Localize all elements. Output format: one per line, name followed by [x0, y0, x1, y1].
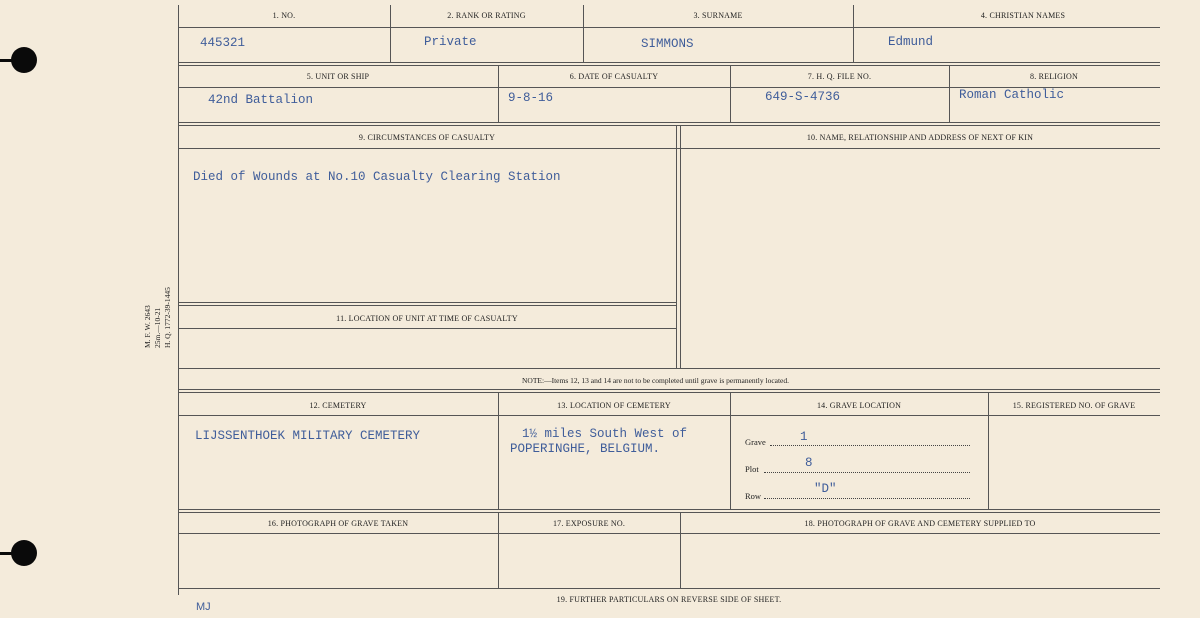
- grave-dotted-line: [770, 445, 970, 446]
- photo-supplied-label: 18. PHOTOGRAPH OF GRAVE AND CEMETERY SUPPLIED TO: [804, 519, 1036, 528]
- rank-value: Private: [424, 35, 477, 49]
- surname-value: SIMMONS: [641, 37, 694, 51]
- plot-field-label: Plot: [745, 464, 759, 474]
- plot-dotted-line: [764, 472, 970, 473]
- christian-names-value: Edmund: [888, 35, 934, 49]
- circumstances-label: 9. CIRCUMSTANCES OF CASUALTY: [358, 133, 496, 142]
- row-divider: [178, 389, 1160, 393]
- row-divider: [178, 588, 1160, 589]
- row-dotted-line: [764, 498, 970, 499]
- divider: [178, 328, 676, 329]
- christian-names-label: 4. CHRISTIAN NAMES: [980, 11, 1066, 20]
- cemetery-location-line-1: 1½ miles South West of: [522, 427, 688, 441]
- unit-value: 42nd Battalion: [208, 93, 314, 107]
- religion-label: 8. RELIGION: [1030, 72, 1078, 81]
- divider: [676, 126, 677, 368]
- row-divider: [178, 62, 1160, 66]
- divider: [680, 126, 681, 368]
- divider: [178, 27, 1160, 28]
- next-of-kin-label: 10. NAME, RELATIONSHIP AND ADDRESS OF NEXT OF KIN: [806, 133, 1034, 142]
- left-border: [178, 5, 179, 595]
- exposure-label: 17. EXPOSURE NO.: [552, 519, 626, 528]
- divider: [498, 393, 499, 509]
- circumstances-value: Died of Wounds at No.10 Casualty Clearing Station: [193, 170, 561, 184]
- form-code-line-3: H. Q. 1772-39-1445: [163, 287, 172, 348]
- cemetery-label: 12. CEMETERY: [309, 401, 367, 410]
- divider: [178, 415, 1160, 416]
- cemetery-location-line-2: POPERINGHE, BELGIUM.: [510, 442, 661, 456]
- date-value: 9-8-16: [508, 91, 554, 105]
- row-divider: [178, 122, 1160, 126]
- further-particulars-label: 19. FURTHER PARTICULARS ON REVERSE SIDE OF SHEET.: [556, 595, 782, 604]
- form-code-line-2: 25m.—10-21: [153, 307, 162, 348]
- rank-label: 2. RANK OR RATING: [447, 11, 526, 20]
- cemetery-location-label: 13. LOCATION OF CEMETERY: [557, 401, 671, 410]
- registered-no-label: 15. REGISTERED NO. OF GRAVE: [1012, 401, 1136, 410]
- service-number: 445321: [200, 36, 246, 50]
- divider: [178, 533, 1160, 534]
- divider: [988, 393, 989, 509]
- file-label: 7. H. Q. FILE NO.: [807, 72, 872, 81]
- row-field-value: "D": [814, 482, 837, 496]
- plot-field-value: 8: [805, 456, 813, 470]
- clerk-initials: MJ: [196, 601, 211, 613]
- no-label: 1. NO.: [272, 11, 296, 20]
- grave-field-label: Grave: [745, 437, 766, 447]
- photo-taken-label: 16. PHOTOGRAPH OF GRAVE TAKEN: [267, 519, 409, 528]
- divider: [178, 302, 676, 306]
- punch-hole-top: [11, 47, 37, 73]
- form-code-line-1: M. F. W. 2643: [143, 305, 152, 348]
- date-label: 6. DATE OF CASUALTY: [569, 72, 659, 81]
- grave-location-label: 14. GRAVE LOCATION: [816, 401, 902, 410]
- form-code: [139, 260, 179, 350]
- religion-value: Roman Catholic: [959, 88, 1065, 102]
- row-divider: [178, 368, 1160, 369]
- unit-label: 5. UNIT OR SHIP: [306, 72, 370, 81]
- unit-location-label: 11. LOCATION OF UNIT AT TIME OF CASUALTY: [336, 314, 518, 323]
- cemetery-value: LIJSSENTHOEK MILITARY CEMETERY: [195, 429, 421, 443]
- divider: [178, 148, 1160, 149]
- divider: [730, 393, 731, 509]
- punch-hole-bottom: [11, 540, 37, 566]
- surname-label: 3. SURNAME: [693, 11, 743, 20]
- file-value: 649-S-4736: [765, 90, 841, 104]
- row-divider: [178, 509, 1160, 513]
- note-text: NOTE:—Items 12, 13 and 14 are not to be completed until grave is permanently located.: [522, 376, 790, 385]
- grave-field-value: 1: [800, 430, 808, 444]
- row-field-label: Row: [745, 491, 762, 501]
